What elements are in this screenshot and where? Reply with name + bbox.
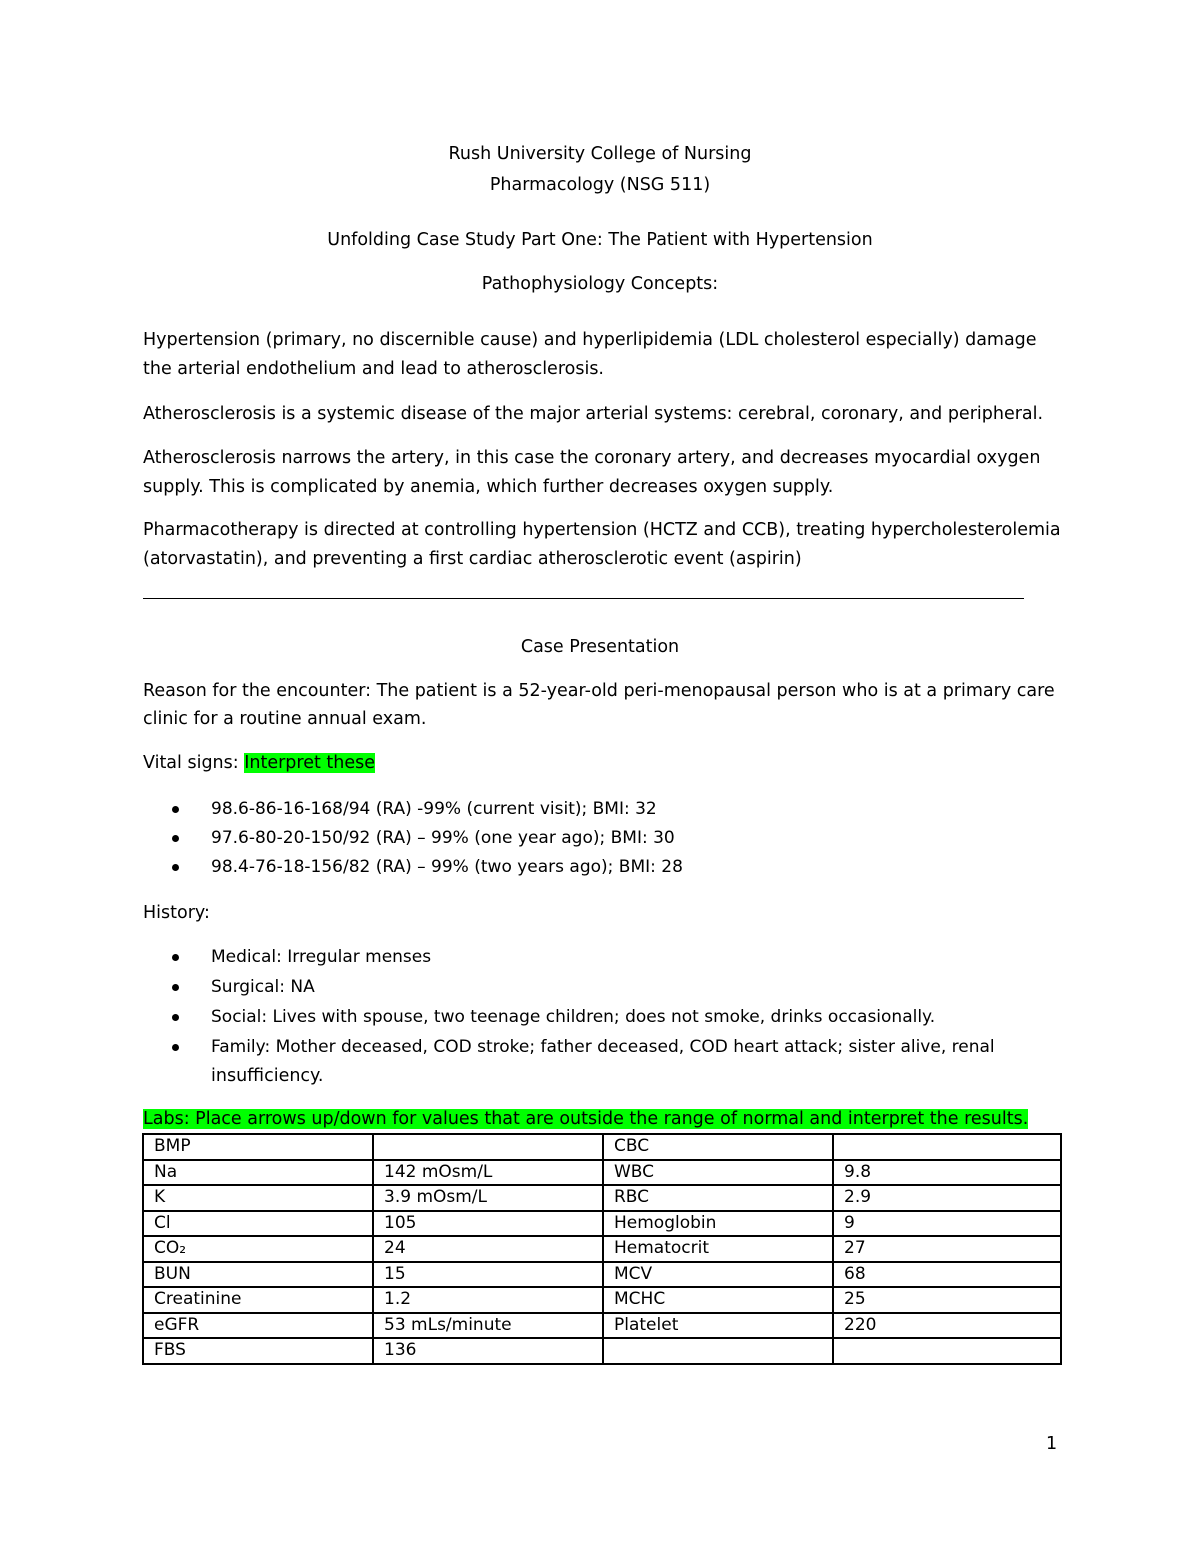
vitals-item-text: 97.6-80-20-150/92 (RA) – 99% (one year ago); BMI: 30 bbox=[211, 828, 675, 848]
table-cell: 1.2 bbox=[373, 1287, 603, 1313]
history-item-text: Surgical: NA bbox=[211, 977, 315, 997]
history-item-text: Social: Lives with spouse, two teenage children; does not smoke, drinks occasionally. bbox=[211, 1007, 936, 1027]
table-row bbox=[143, 1236, 1061, 1262]
table-cell: Na bbox=[143, 1160, 373, 1186]
table-cell: 15 bbox=[373, 1262, 603, 1288]
institution-title: Rush University College of Nursing bbox=[448, 144, 752, 164]
concept-paragraph-4-line-2: (atorvastatin), and preventing a first cardiac atherosclerotic event (aspirin) bbox=[143, 549, 802, 569]
concept-paragraph-2: Atherosclerosis is a systemic disease of the major arterial systems: cerebral, coronary, and peripheral. bbox=[143, 404, 1044, 424]
table-row bbox=[143, 1262, 1061, 1288]
table-cell: BUN bbox=[143, 1262, 373, 1288]
table-cell: Hemoglobin bbox=[603, 1211, 833, 1237]
concept-paragraph-4-line-1: Pharmacotherapy is directed at controlling hypertension (HCTZ and CCB), treating hypercholesterolemia bbox=[143, 520, 1061, 540]
table-row bbox=[143, 1338, 1061, 1364]
table-cell bbox=[373, 1134, 603, 1160]
table-cell: 136 bbox=[373, 1338, 603, 1364]
table-cell bbox=[603, 1338, 833, 1364]
vital-signs-label: Vital signs: bbox=[143, 753, 245, 773]
labs-table-body bbox=[143, 1134, 1061, 1364]
course-title: Pharmacology (NSG 511) bbox=[489, 175, 711, 195]
table-cell: CO₂ bbox=[143, 1236, 373, 1262]
concepts-heading: Pathophysiology Concepts: bbox=[481, 274, 719, 294]
labs-instruction bbox=[143, 1108, 1028, 1130]
table-cell: 105 bbox=[373, 1211, 603, 1237]
table-cell: CBC bbox=[603, 1134, 833, 1160]
page-number: 1 bbox=[1046, 1434, 1058, 1454]
table-cell: Creatinine bbox=[143, 1287, 373, 1313]
concept-paragraph-3-line-1: Atherosclerosis narrows the artery, in this case the coronary artery, and decreases myocardial oxygen bbox=[143, 448, 1041, 468]
table-row bbox=[143, 1287, 1061, 1313]
table-row bbox=[143, 1313, 1061, 1339]
table-cell: MCHC bbox=[603, 1287, 833, 1313]
table-cell: RBC bbox=[603, 1185, 833, 1211]
vitals-item-text: 98.6-86-16-168/94 (RA) -99% (current visit); BMI: 32 bbox=[211, 799, 657, 819]
table-cell: Hematocrit bbox=[603, 1236, 833, 1262]
labs-instruction-text: Labs: Place arrows up/down for values that are outside the range of normal and interpret the results. bbox=[143, 1109, 1029, 1129]
table-cell: 9 bbox=[833, 1211, 1061, 1237]
table-cell: K bbox=[143, 1185, 373, 1211]
table-cell: WBC bbox=[603, 1160, 833, 1186]
table-cell: BMP bbox=[143, 1134, 373, 1160]
table-cell: 27 bbox=[833, 1236, 1061, 1262]
table-cell: 68 bbox=[833, 1262, 1061, 1288]
labs-table bbox=[142, 1133, 1062, 1365]
history-item-text: Medical: Irregular menses bbox=[211, 947, 432, 967]
vital-signs-highlight: Interpret these bbox=[244, 753, 376, 773]
table-cell: Platelet bbox=[603, 1313, 833, 1339]
table-row bbox=[143, 1185, 1061, 1211]
table-cell: eGFR bbox=[143, 1313, 373, 1339]
reason-line-1: Reason for the encounter: The patient is a 52-year-old peri-menopausal person who is at a primary care bbox=[143, 681, 1055, 701]
vital-signs-line bbox=[143, 752, 375, 774]
history-item-continuation: insufficiency. bbox=[211, 1066, 324, 1086]
table-cell bbox=[833, 1134, 1061, 1160]
table-cell: Cl bbox=[143, 1211, 373, 1237]
table-cell: 25 bbox=[833, 1287, 1061, 1313]
concept-paragraph-3-line-2: supply. This is complicated by anemia, which further decreases oxygen supply. bbox=[143, 477, 834, 497]
table-cell: 142 mOsm/L bbox=[373, 1160, 603, 1186]
section-divider bbox=[143, 598, 1024, 599]
concept-paragraph-1-line-1: Hypertension (primary, no discernible cause) and hyperlipidemia (LDL cholesterol especially) damage bbox=[143, 330, 1037, 350]
table-cell: MCV bbox=[603, 1262, 833, 1288]
table-row bbox=[143, 1160, 1061, 1186]
table-cell: 53 mLs/minute bbox=[373, 1313, 603, 1339]
table-cell: FBS bbox=[143, 1338, 373, 1364]
reason-line-2: clinic for a routine annual exam. bbox=[143, 709, 427, 729]
concept-paragraph-1-line-2: the arterial endothelium and lead to atherosclerosis. bbox=[143, 359, 604, 379]
history-label: History: bbox=[143, 903, 210, 923]
history-item-text: Family: Mother deceased, COD stroke; father deceased, COD heart attack; sister alive, renal bbox=[211, 1037, 995, 1057]
table-cell bbox=[833, 1338, 1061, 1364]
table-row bbox=[143, 1134, 1061, 1160]
table-cell: 24 bbox=[373, 1236, 603, 1262]
table-cell: 9.8 bbox=[833, 1160, 1061, 1186]
table-cell: 3.9 mOsm/L bbox=[373, 1185, 603, 1211]
table-cell: 220 bbox=[833, 1313, 1061, 1339]
table-row bbox=[143, 1211, 1061, 1237]
table-cell: 2.9 bbox=[833, 1185, 1061, 1211]
case-presentation-heading: Case Presentation bbox=[520, 637, 680, 657]
vitals-item-text: 98.4-76-18-156/82 (RA) – 99% (two years ago); BMI: 28 bbox=[211, 857, 683, 877]
case-study-title: Unfolding Case Study Part One: The Patient with Hypertension bbox=[327, 230, 873, 250]
